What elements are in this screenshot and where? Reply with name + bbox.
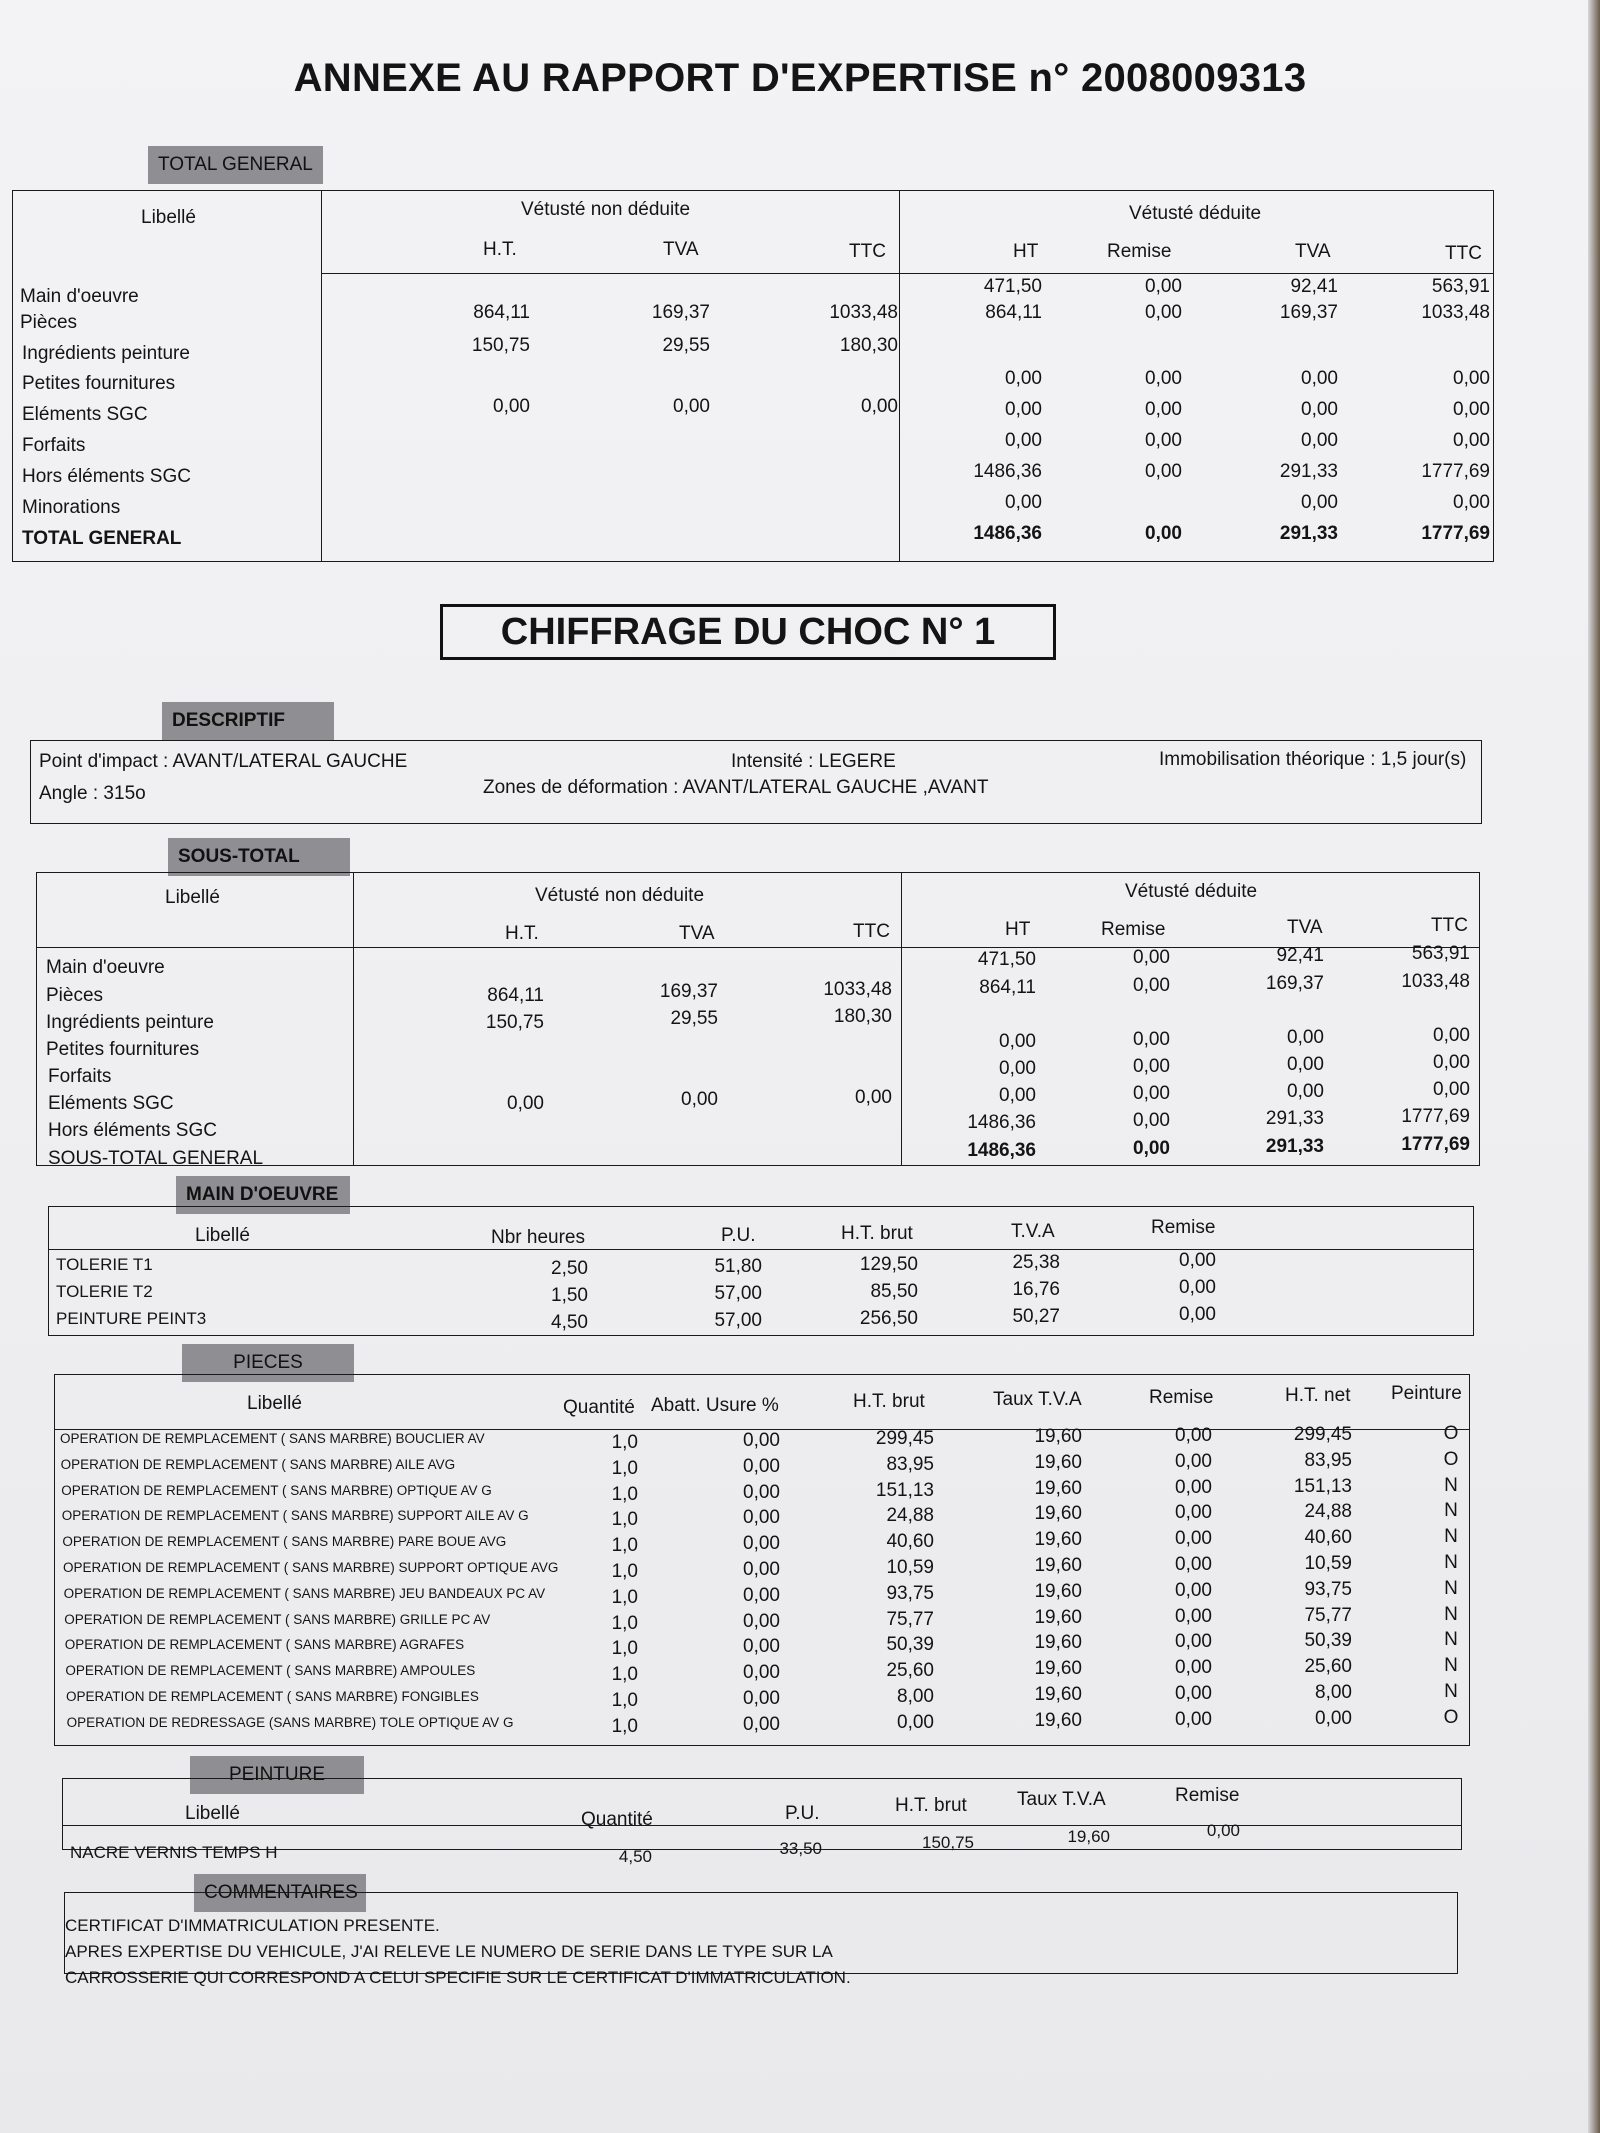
tg-row-label: Minorations <box>22 497 121 518</box>
tg-row-nd-ht: 0,00 <box>493 396 530 417</box>
pt-header-taux-tva: Taux T.V.A <box>1017 1789 1106 1810</box>
pc-row-ht-brut: 25,60 <box>886 1660 934 1682</box>
st-row-ht: 1486,36 <box>967 1112 1036 1133</box>
tg-row-ttc: 563,91 <box>1431 276 1490 297</box>
pc-row-quantite: 1,0 <box>611 1715 638 1737</box>
tg-header-ht-nd: H.T. <box>483 239 517 260</box>
pt-row-remise: 0,00 <box>1206 1821 1240 1840</box>
pc-row-remise: 0,00 <box>1175 1425 1212 1446</box>
st-row-ttc: 1033,48 <box>1401 971 1470 992</box>
peinture-tag: PEINTURE <box>190 1756 364 1794</box>
intensite: Intensité : LEGERE <box>731 751 896 772</box>
tg-row-label: Ingrédients peinture <box>22 343 190 364</box>
pc-row-quantite: 1,0 <box>611 1690 638 1711</box>
mo-row-label: TOLERIE T1 <box>56 1255 153 1274</box>
tg-row-ht: 864,11 <box>985 302 1042 323</box>
pc-row-quantite: 1,0 <box>611 1638 638 1660</box>
st-row-ttc: 0,00 <box>1433 1052 1470 1073</box>
pc-row-quantite: 1,0 <box>611 1432 638 1453</box>
st-row-tva: 92,41 <box>1276 945 1324 966</box>
tg-row-label: Pièces <box>20 312 78 333</box>
pc-row-ht-net: 151,13 <box>1293 1475 1352 1497</box>
st-row-nd-ht: 864,11 <box>487 985 544 1006</box>
st-row-tva: 0,00 <box>1287 1054 1324 1075</box>
tg-row-label: Petites fournitures <box>22 373 176 394</box>
mo-row-pu: 51,80 <box>714 1256 762 1277</box>
tg-row-label: TOTAL GENERAL <box>22 528 182 549</box>
mo-row-heures: 2,50 <box>551 1258 588 1279</box>
commentaires-tag: COMMENTAIRES <box>194 1874 366 1912</box>
pc-header-peinture: Peinture <box>1391 1383 1462 1404</box>
pc-row-remise: 0,00 <box>1175 1554 1212 1575</box>
tg-row-ttc: 0,00 <box>1453 492 1490 513</box>
pc-row-ht-net: 50,39 <box>1304 1630 1352 1652</box>
st-row-remise: 0,00 <box>1133 1138 1170 1159</box>
st-row-ht: 0,00 <box>999 1085 1036 1106</box>
pc-header-quantite: Quantité <box>563 1397 635 1418</box>
immobilisation: Immobilisation théorique : 1,5 jour(s) <box>1159 749 1467 770</box>
st-header-ht: HT <box>1005 919 1031 940</box>
st-row-label: Petites fournitures <box>46 1039 200 1060</box>
st-header-non-deduite: Vétusté non déduite <box>535 885 705 906</box>
mo-row-ht-brut: 129,50 <box>859 1254 918 1275</box>
pc-row-ht-brut: 83,95 <box>886 1453 934 1475</box>
st-row-label: Hors éléments SGC <box>48 1120 217 1141</box>
pc-row-peinture: N <box>1444 1474 1458 1496</box>
pc-row-abatt: 0,00 <box>743 1584 780 1606</box>
angle: Angle : 315o <box>39 783 146 804</box>
st-row-label: Forfaits <box>48 1066 112 1087</box>
tg-row-nd-tva: 169,37 <box>651 302 710 323</box>
mo-row-heures: 1,50 <box>551 1285 588 1306</box>
pc-row-remise: 0,00 <box>1175 1528 1212 1550</box>
pieces-tag: PIECES <box>182 1344 354 1382</box>
st-row-ht: 0,00 <box>999 1031 1036 1052</box>
tg-row-remise: 0,00 <box>1145 302 1182 323</box>
pc-row-taux-tva: 19,60 <box>1034 1684 1082 1705</box>
pc-row-ht-net: 0,00 <box>1315 1707 1352 1729</box>
tg-row-remise: 0,00 <box>1145 368 1182 389</box>
tg-row-remise: 0,00 <box>1145 430 1182 451</box>
pc-row-peinture: N <box>1444 1552 1458 1573</box>
tg-header-tva-nd: TVA <box>663 239 699 260</box>
mo-row-ht-brut: 85,50 <box>870 1281 918 1302</box>
tg-header-ttc: TTC <box>1445 243 1482 264</box>
pc-row-quantite: 1,0 <box>611 1535 638 1557</box>
tg-row-ht: 1486,36 <box>973 461 1042 482</box>
tg-row-tva: 0,00 <box>1301 430 1338 451</box>
st-row-remise: 0,00 <box>1133 1110 1170 1131</box>
tg-row-ht: 0,00 <box>1005 430 1042 451</box>
mo-row-ht-brut: 256,50 <box>859 1308 918 1329</box>
tg-row-tva: 0,00 <box>1301 399 1338 420</box>
pt-row-ht-brut: 150,75 <box>922 1833 974 1852</box>
tg-row-ttc: 1777,69 <box>1421 461 1490 482</box>
pc-row-abatt: 0,00 <box>743 1507 780 1529</box>
pc-row-taux-tva: 19,60 <box>1034 1451 1082 1473</box>
mo-row-remise: 0,00 <box>1179 1250 1216 1271</box>
pc-row-label: OPERATION DE REMPLACEMENT ( SANS MARBRE) AMPOULES <box>65 1663 476 1679</box>
pc-row-peinture: N <box>1444 1500 1458 1522</box>
pc-row-ht-brut: 50,39 <box>886 1634 934 1656</box>
pc-row-taux-tva: 19,60 <box>1034 1709 1082 1731</box>
pc-row-taux-tva: 19,60 <box>1034 1606 1082 1628</box>
st-row-nd-ttc: 0,00 <box>855 1087 892 1108</box>
pc-row-ht-net: 93,75 <box>1304 1578 1352 1600</box>
pc-row-label: OPERATION DE REMPLACEMENT ( SANS MARBRE) PARE BOUE AVG <box>62 1534 507 1550</box>
pc-row-peinture: O <box>1443 1448 1459 1470</box>
pc-header-ht-brut: H.T. brut <box>853 1391 925 1412</box>
tg-row-remise: 0,00 <box>1145 461 1182 482</box>
mo-row-tva: 16,76 <box>1012 1279 1060 1300</box>
st-row-ttc: 1777,69 <box>1401 1134 1470 1155</box>
tg-header-libelle: Libellé <box>141 207 196 228</box>
pc-row-abatt: 0,00 <box>743 1610 780 1632</box>
comment-line-3: CARROSSERIE QUI CORRESPOND A CELUI SPECIFIE SUR LE CERTIFICAT D'IMMATRICULATION. <box>65 1968 851 1987</box>
mo-header-pu: P.U. <box>721 1225 756 1246</box>
mo-header-tva: T.V.A <box>1011 1221 1055 1242</box>
tg-header-tva: TVA <box>1295 241 1331 262</box>
tg-row-nd-ht: 864,11 <box>473 302 530 323</box>
tg-row-tva: 291,33 <box>1279 523 1338 544</box>
mo-row-heures: 4,50 <box>551 1312 588 1333</box>
pc-row-quantite: 1,0 <box>611 1457 638 1479</box>
pc-row-abatt: 0,00 <box>743 1559 780 1580</box>
pc-row-peinture: O <box>1443 1423 1459 1444</box>
pc-row-peinture: N <box>1444 1577 1458 1599</box>
pc-row-remise: 0,00 <box>1175 1683 1212 1704</box>
pc-row-taux-tva: 19,60 <box>1034 1426 1082 1447</box>
st-row-nd-tva: 169,37 <box>659 981 718 1002</box>
mo-header-ht-brut: H.T. brut <box>841 1223 913 1244</box>
point-impact: Point d'impact : AVANT/LATERAL GAUCHE <box>39 751 408 772</box>
st-header-ttc: TTC <box>1431 915 1468 936</box>
pc-header-libelle: Libellé <box>247 1393 302 1414</box>
st-row-nd-ttc: 180,30 <box>833 1006 892 1027</box>
st-header-tva: TVA <box>1287 917 1323 938</box>
tg-row-ttc: 0,00 <box>1453 368 1490 389</box>
st-row-remise: 0,00 <box>1133 1056 1170 1077</box>
pc-row-label: OPERATION DE REMPLACEMENT ( SANS MARBRE) GRILLE PC AV <box>64 1611 491 1627</box>
mo-header-remise: Remise <box>1151 1217 1216 1238</box>
pc-header-remise: Remise <box>1149 1387 1214 1408</box>
pc-row-abatt: 0,00 <box>743 1662 780 1684</box>
pc-row-peinture: N <box>1444 1526 1458 1548</box>
mo-row-label: PEINTURE PEINT3 <box>56 1309 207 1328</box>
st-row-remise: 0,00 <box>1133 1029 1170 1050</box>
pc-row-remise: 0,00 <box>1175 1605 1212 1627</box>
pc-row-ht-brut: 40,60 <box>886 1531 934 1553</box>
st-row-nd-ht: 0,00 <box>507 1093 544 1114</box>
pc-row-ht-net: 83,95 <box>1304 1449 1352 1471</box>
tg-header-remise: Remise <box>1107 241 1172 262</box>
pc-row-ht-brut: 10,59 <box>886 1557 934 1578</box>
st-row-label: Main d'oeuvre <box>46 957 165 978</box>
pc-row-remise: 0,00 <box>1175 1450 1212 1472</box>
pc-row-taux-tva: 19,60 <box>1034 1580 1082 1602</box>
pc-row-abatt: 0,00 <box>743 1481 780 1503</box>
pt-header-quantite: Quantité <box>581 1809 653 1830</box>
commentaires-box <box>64 1892 1458 1987</box>
pc-row-peinture: N <box>1444 1681 1458 1702</box>
tg-row-nd-ttc: 180,30 <box>839 335 898 356</box>
tg-row-ttc: 1777,69 <box>1421 523 1490 544</box>
pc-row-quantite: 1,0 <box>611 1483 638 1505</box>
table-edge <box>1588 0 1600 2133</box>
pc-row-label: OPERATION DE REMPLACEMENT ( SANS MARBRE) FONGIBLES <box>66 1689 479 1704</box>
pc-row-abatt: 0,00 <box>743 1430 780 1451</box>
st-row-ht: 0,00 <box>999 1058 1036 1079</box>
pt-row-label: NACRE VERNIS TEMPS H <box>70 1843 278 1862</box>
st-row-ttc: 0,00 <box>1433 1025 1470 1046</box>
pc-row-remise: 0,00 <box>1175 1708 1212 1730</box>
pc-row-peinture: N <box>1444 1603 1458 1625</box>
pc-row-abatt: 0,00 <box>743 1713 780 1735</box>
pc-row-quantite: 1,0 <box>611 1509 638 1531</box>
pc-row-taux-tva: 19,60 <box>1034 1632 1082 1654</box>
mo-header-libelle: Libellé <box>195 1225 250 1246</box>
sous-total-tag: SOUS-TOTAL <box>168 838 350 876</box>
tg-row-ht: 471,50 <box>983 276 1042 297</box>
st-row-ttc: 0,00 <box>1433 1079 1470 1100</box>
pc-row-peinture: O <box>1443 1706 1459 1728</box>
st-row-ttc: 563,91 <box>1411 943 1470 964</box>
pc-header-taux-tva: Taux T.V.A <box>993 1389 1082 1410</box>
chiffrage-title: CHIFFRAGE DU CHOC N° 1 <box>440 604 1056 660</box>
tg-header-deduite: Vétusté déduite <box>1129 203 1262 224</box>
st-row-tva: 0,00 <box>1287 1027 1324 1048</box>
pc-row-label: OPERATION DE REMPLACEMENT ( SANS MARBRE) AGRAFES <box>64 1637 465 1653</box>
pc-row-ht-brut: 151,13 <box>875 1479 934 1501</box>
st-header-ht-nd: H.T. <box>505 923 539 944</box>
pc-row-abatt: 0,00 <box>743 1688 780 1709</box>
st-header-ttc-nd: TTC <box>853 921 890 942</box>
st-header-libelle: Libellé <box>165 887 220 908</box>
pc-row-ht-brut: 24,88 <box>886 1505 934 1527</box>
pc-row-ht-net: 8,00 <box>1315 1682 1352 1703</box>
tg-row-nd-tva: 29,55 <box>662 335 710 356</box>
pc-row-abatt: 0,00 <box>743 1533 780 1555</box>
pc-row-taux-tva: 19,60 <box>1034 1555 1082 1576</box>
tg-row-remise: 0,00 <box>1145 276 1182 297</box>
tg-row-nd-ht: 150,75 <box>471 335 530 356</box>
tg-row-nd-ttc: 1033,48 <box>829 302 898 323</box>
mo-row-pu: 57,00 <box>714 1310 762 1331</box>
tg-row-ttc: 1033,48 <box>1421 302 1490 323</box>
pc-row-ht-brut: 0,00 <box>897 1711 934 1733</box>
mo-header-nbr-heures: Nbr heures <box>491 1227 585 1248</box>
pc-row-quantite: 1,0 <box>611 1561 638 1582</box>
tg-row-ttc: 0,00 <box>1453 430 1490 451</box>
pc-row-taux-tva: 19,60 <box>1034 1477 1082 1499</box>
tg-row-tva: 169,37 <box>1279 302 1338 323</box>
pt-header-remise: Remise <box>1175 1785 1240 1806</box>
total-general-tag: TOTAL GENERAL <box>148 146 323 184</box>
pt-header-pu: P.U. <box>785 1803 820 1824</box>
mo-row-tva: 25,38 <box>1012 1252 1060 1273</box>
st-row-label: Eléments SGC <box>48 1093 174 1114</box>
tg-row-tva: 0,00 <box>1301 492 1338 513</box>
pc-row-ht-net: 10,59 <box>1304 1553 1352 1574</box>
pt-row-taux-tva: 19,60 <box>1067 1827 1110 1846</box>
pc-row-ht-net: 299,45 <box>1293 1424 1352 1445</box>
st-header-tva-nd: TVA <box>679 923 715 944</box>
pc-row-quantite: 1,0 <box>611 1586 638 1608</box>
tg-row-ht: 0,00 <box>1005 492 1042 513</box>
st-row-tva: 0,00 <box>1287 1081 1324 1102</box>
tg-row-ht: 0,00 <box>1005 399 1042 420</box>
tg-header-ttc-nd: TTC <box>849 241 886 262</box>
pc-row-label: OPERATION DE REMPLACEMENT ( SANS MARBRE) JEU BANDEAUX PC AV <box>63 1585 546 1601</box>
pc-row-abatt: 0,00 <box>743 1636 780 1658</box>
pt-row-quantite: 4,50 <box>618 1847 652 1866</box>
tg-row-tva: 0,00 <box>1301 368 1338 389</box>
pc-row-remise: 0,00 <box>1175 1476 1212 1498</box>
tg-header-ht: HT <box>1013 241 1039 262</box>
pc-row-ht-brut: 75,77 <box>886 1608 934 1630</box>
st-row-tva: 291,33 <box>1265 1136 1324 1157</box>
mo-row-remise: 0,00 <box>1179 1304 1216 1325</box>
pc-row-taux-tva: 19,60 <box>1034 1658 1082 1680</box>
st-row-label: Ingrédients peinture <box>46 1012 214 1033</box>
st-header-remise: Remise <box>1101 919 1166 940</box>
st-row-nd-tva: 0,00 <box>681 1089 718 1110</box>
pc-row-ht-net: 25,60 <box>1304 1656 1352 1678</box>
st-row-ht: 471,50 <box>977 949 1036 970</box>
descriptif-tag: DESCRIPTIF <box>162 702 334 740</box>
tg-row-label: Eléments SGC <box>22 404 148 425</box>
zones-deformation: Zones de déformation : AVANT/LATERAL GAUCHE ,AVANT <box>483 777 989 798</box>
tg-row-label: Forfaits <box>22 435 86 456</box>
tg-row-nd-tva: 0,00 <box>673 396 710 417</box>
comment-line-2: APRES EXPERTISE DU VEHICULE, J'AI RELEVE LE NUMERO DE SERIE DANS LE TYPE SUR LA <box>65 1942 833 1961</box>
tg-header-non-deduite: Vétusté non déduite <box>521 199 691 220</box>
pc-row-ht-net: 75,77 <box>1304 1604 1352 1626</box>
tg-row-label: Main d'oeuvre <box>20 286 139 307</box>
pt-row-pu: 33,50 <box>779 1839 822 1858</box>
comment-line-1: CERTIFICAT D'IMMATRICULATION PRESENTE. <box>65 1916 440 1935</box>
st-row-nd-tva: 29,55 <box>670 1008 718 1029</box>
st-row-remise: 0,00 <box>1133 1083 1170 1104</box>
st-row-nd-ht: 150,75 <box>485 1012 544 1033</box>
pc-header-ht-net: H.T. net <box>1285 1385 1351 1406</box>
pc-row-remise: 0,00 <box>1175 1657 1212 1679</box>
tg-row-tva: 92,41 <box>1290 276 1338 297</box>
pc-row-label: OPERATION DE REDRESSAGE (SANS MARBRE) TOLE OPTIQUE AV G <box>66 1714 514 1730</box>
pc-row-ht-brut: 8,00 <box>897 1686 934 1707</box>
pc-row-label: OPERATION DE REMPLACEMENT ( SANS MARBRE) SUPPORT AILE AV G <box>61 1508 529 1524</box>
tg-row-label: Hors éléments SGC <box>22 466 191 487</box>
pc-row-peinture: N <box>1444 1655 1458 1677</box>
st-row-ht: 1486,36 <box>967 1140 1036 1161</box>
mo-row-label: TOLERIE T2 <box>56 1282 153 1301</box>
pc-row-ht-brut: 299,45 <box>875 1428 934 1449</box>
pt-header-ht-brut: H.T. brut <box>895 1795 967 1816</box>
st-row-nd-ttc: 1033,48 <box>823 979 892 1000</box>
mo-row-remise: 0,00 <box>1179 1277 1216 1298</box>
pt-header-libelle: Libellé <box>185 1803 240 1824</box>
pc-row-peinture: N <box>1444 1629 1458 1651</box>
pc-row-quantite: 1,0 <box>611 1664 638 1686</box>
pc-row-ht-brut: 93,75 <box>886 1582 934 1604</box>
tg-row-tva: 291,33 <box>1279 461 1338 482</box>
st-row-tva: 291,33 <box>1265 1108 1324 1129</box>
st-row-remise: 0,00 <box>1133 975 1170 996</box>
pc-row-remise: 0,00 <box>1175 1631 1212 1653</box>
pc-row-remise: 0,00 <box>1175 1579 1212 1601</box>
pc-row-remise: 0,00 <box>1175 1502 1212 1524</box>
st-row-remise: 0,00 <box>1133 947 1170 968</box>
pc-row-ht-net: 24,88 <box>1304 1501 1352 1523</box>
pc-row-ht-net: 40,60 <box>1304 1527 1352 1549</box>
st-row-tva: 169,37 <box>1265 973 1324 994</box>
pc-header-abatt: Abatt. Usure % <box>651 1395 779 1416</box>
tg-row-ht: 1486,36 <box>973 523 1042 544</box>
pc-row-label: OPERATION DE REMPLACEMENT ( SANS MARBRE) OPTIQUE AV G <box>61 1482 492 1498</box>
pc-row-taux-tva: 19,60 <box>1034 1529 1082 1551</box>
pc-row-abatt: 0,00 <box>743 1455 780 1477</box>
tg-row-ttc: 0,00 <box>1453 399 1490 420</box>
st-row-label: SOUS-TOTAL GENERAL <box>48 1148 264 1169</box>
pc-row-quantite: 1,0 <box>611 1612 638 1634</box>
mo-row-pu: 57,00 <box>714 1283 762 1304</box>
st-row-ttc: 1777,69 <box>1401 1106 1470 1127</box>
st-header-deduite: Vétusté déduite <box>1125 881 1258 902</box>
document-title: ANNEXE AU RAPPORT D'EXPERTISE n° 2008009313 <box>293 56 1307 100</box>
main-oeuvre-tag: MAIN D'OEUVRE <box>176 1176 350 1214</box>
mo-row-tva: 50,27 <box>1012 1306 1060 1327</box>
st-row-ht: 864,11 <box>979 977 1036 998</box>
pc-row-taux-tva: 19,60 <box>1034 1503 1082 1525</box>
pc-row-label: OPERATION DE REMPLACEMENT ( SANS MARBRE) AILE AVG <box>60 1456 456 1472</box>
tg-row-nd-ttc: 0,00 <box>861 396 898 417</box>
pc-row-label: OPERATION DE REMPLACEMENT ( SANS MARBRE) BOUCLIER AV <box>60 1431 485 1446</box>
pc-row-label: OPERATION DE REMPLACEMENT ( SANS MARBRE) SUPPORT OPTIQUE AVG <box>63 1560 559 1575</box>
tg-row-ht: 0,00 <box>1005 368 1042 389</box>
descriptif-box <box>30 740 1482 824</box>
tg-row-remise: 0,00 <box>1145 399 1182 420</box>
tg-row-remise: 0,00 <box>1145 523 1182 544</box>
st-row-label: Pièces <box>46 985 104 1006</box>
